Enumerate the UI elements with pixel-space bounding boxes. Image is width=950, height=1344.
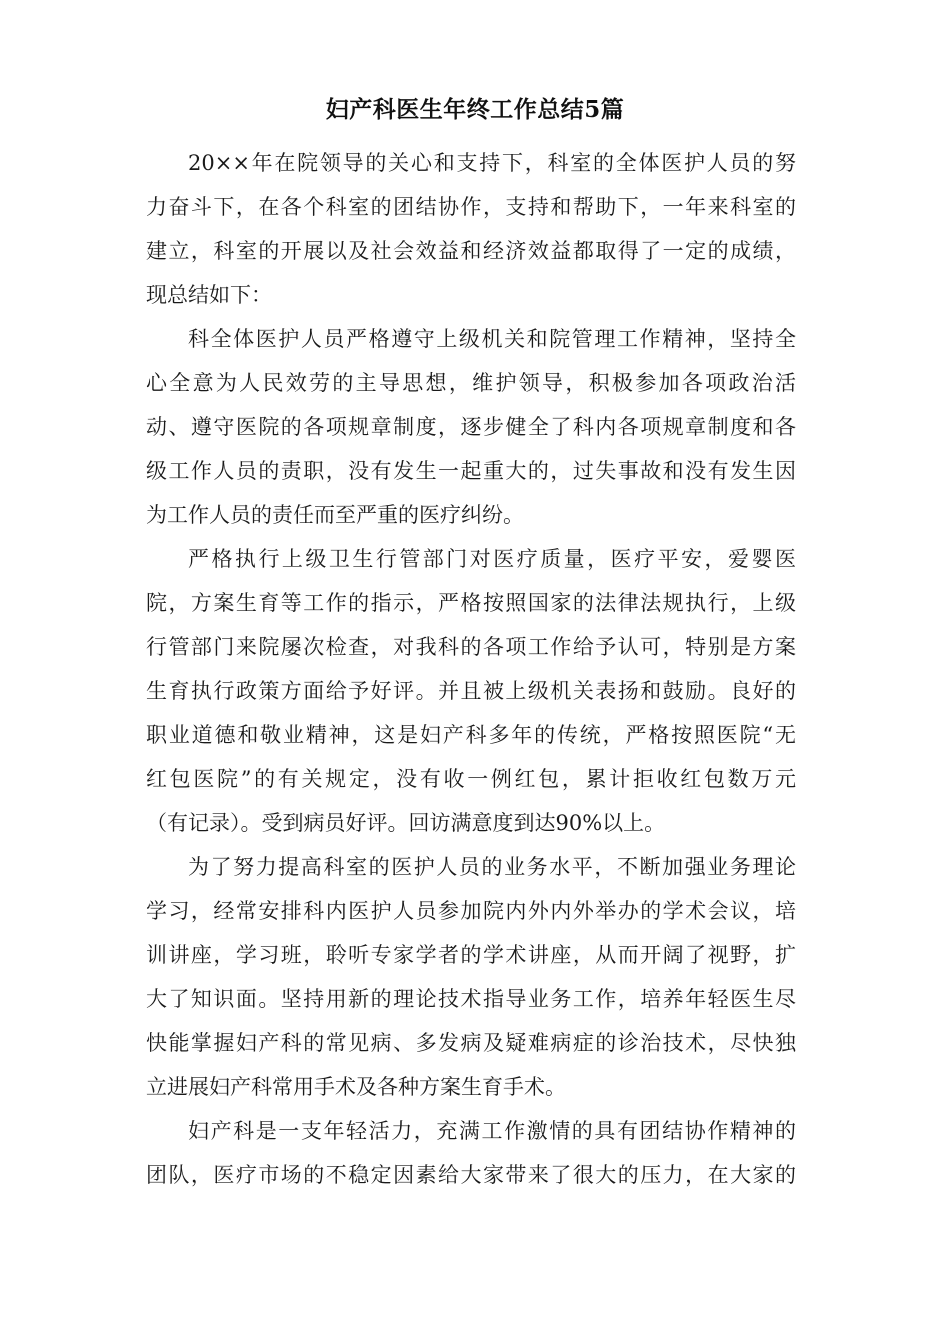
text-line: 快能掌握妇产科的常见病、多发病及疑难病症的诊治技术，尽快独 bbox=[146, 1031, 796, 1055]
text-line: （有记录）。受到病员好评。回访满意度到达90%以上。 bbox=[146, 811, 666, 835]
text-line: 心全意为人民效劳的主导思想，维护领导，积极参加各项政治活 bbox=[146, 371, 796, 395]
text-line: 动、遵守医院的各项规章制度，逐步健全了科内各项规章制度和各 bbox=[146, 415, 796, 439]
paragraph-1 bbox=[146, 141, 796, 317]
text-line: 生育执行政策方面给予好评。并且被上级机关表扬和鼓励。良好的 bbox=[146, 679, 796, 703]
text-line: 红包医院”的有关规定，没有收一例红包，累计拒收红包数万元 bbox=[146, 767, 796, 791]
document-title: 妇产科医生年终工作总结5篇 bbox=[325, 96, 625, 123]
paragraph-4 bbox=[146, 845, 796, 1109]
text-line: 现总结如下： bbox=[146, 283, 272, 307]
paragraph-5 bbox=[146, 1109, 796, 1197]
text-line: 立进展妇产科常用手术及各种方案生育手术。 bbox=[146, 1075, 566, 1099]
paragraph-3 bbox=[146, 537, 796, 845]
text-line: 严格执行上级卫生行管部门对医疗质量，医疗平安，爱婴医 bbox=[188, 547, 796, 571]
text-line: 级工作人员的责职，没有发生一起重大的，过失事故和没有发生因 bbox=[146, 459, 796, 483]
text-line: 为了努力提高科室的医护人员的业务水平，不断加强业务理论 bbox=[188, 855, 796, 879]
text-line: 力奋斗下，在各个科室的团结协作，支持和帮助下，一年来科室的 bbox=[146, 195, 796, 219]
text-line: 学习，经常安排科内医护人员参加院内外内外举办的学术会议，培 bbox=[146, 899, 796, 923]
text-line: 20××年在院领导的关心和支持下，科室的全体医护人员的努 bbox=[188, 151, 796, 175]
text-line: 科全体医护人员严格遵守上级机关和院管理工作精神，坚持全 bbox=[188, 327, 796, 351]
paragraph-2 bbox=[146, 317, 796, 537]
text-line: 为工作人员的责任而至严重的医疗纠纷。 bbox=[146, 503, 524, 527]
text-line: 大了知识面。坚持用新的理论技术指导业务工作，培养年轻医生尽 bbox=[146, 987, 796, 1011]
text-line: 院，方案生育等工作的指示，严格按照国家的法律法规执行，上级 bbox=[146, 591, 796, 615]
text-line: 建立，科室的开展以及社会效益和经济效益都取得了一定的成绩， bbox=[146, 239, 796, 263]
text-line: 训讲座，学习班，聆听专家学者的学术讲座，从而开阔了视野，扩 bbox=[146, 943, 796, 967]
text-line: 职业道德和敬业精神，这是妇产科多年的传统，严格按照医院“无 bbox=[146, 723, 796, 747]
text-line: 团队，医疗市场的不稳定因素给大家带来了很大的压力，在大家的 bbox=[146, 1163, 796, 1187]
document-body bbox=[146, 141, 796, 1197]
text-line: 行管部门来院屡次检查，对我科的各项工作给予认可，特别是方案 bbox=[146, 635, 796, 659]
text-line: 妇产科是一支年轻活力，充满工作激情的具有团结协作精神的 bbox=[188, 1119, 796, 1143]
